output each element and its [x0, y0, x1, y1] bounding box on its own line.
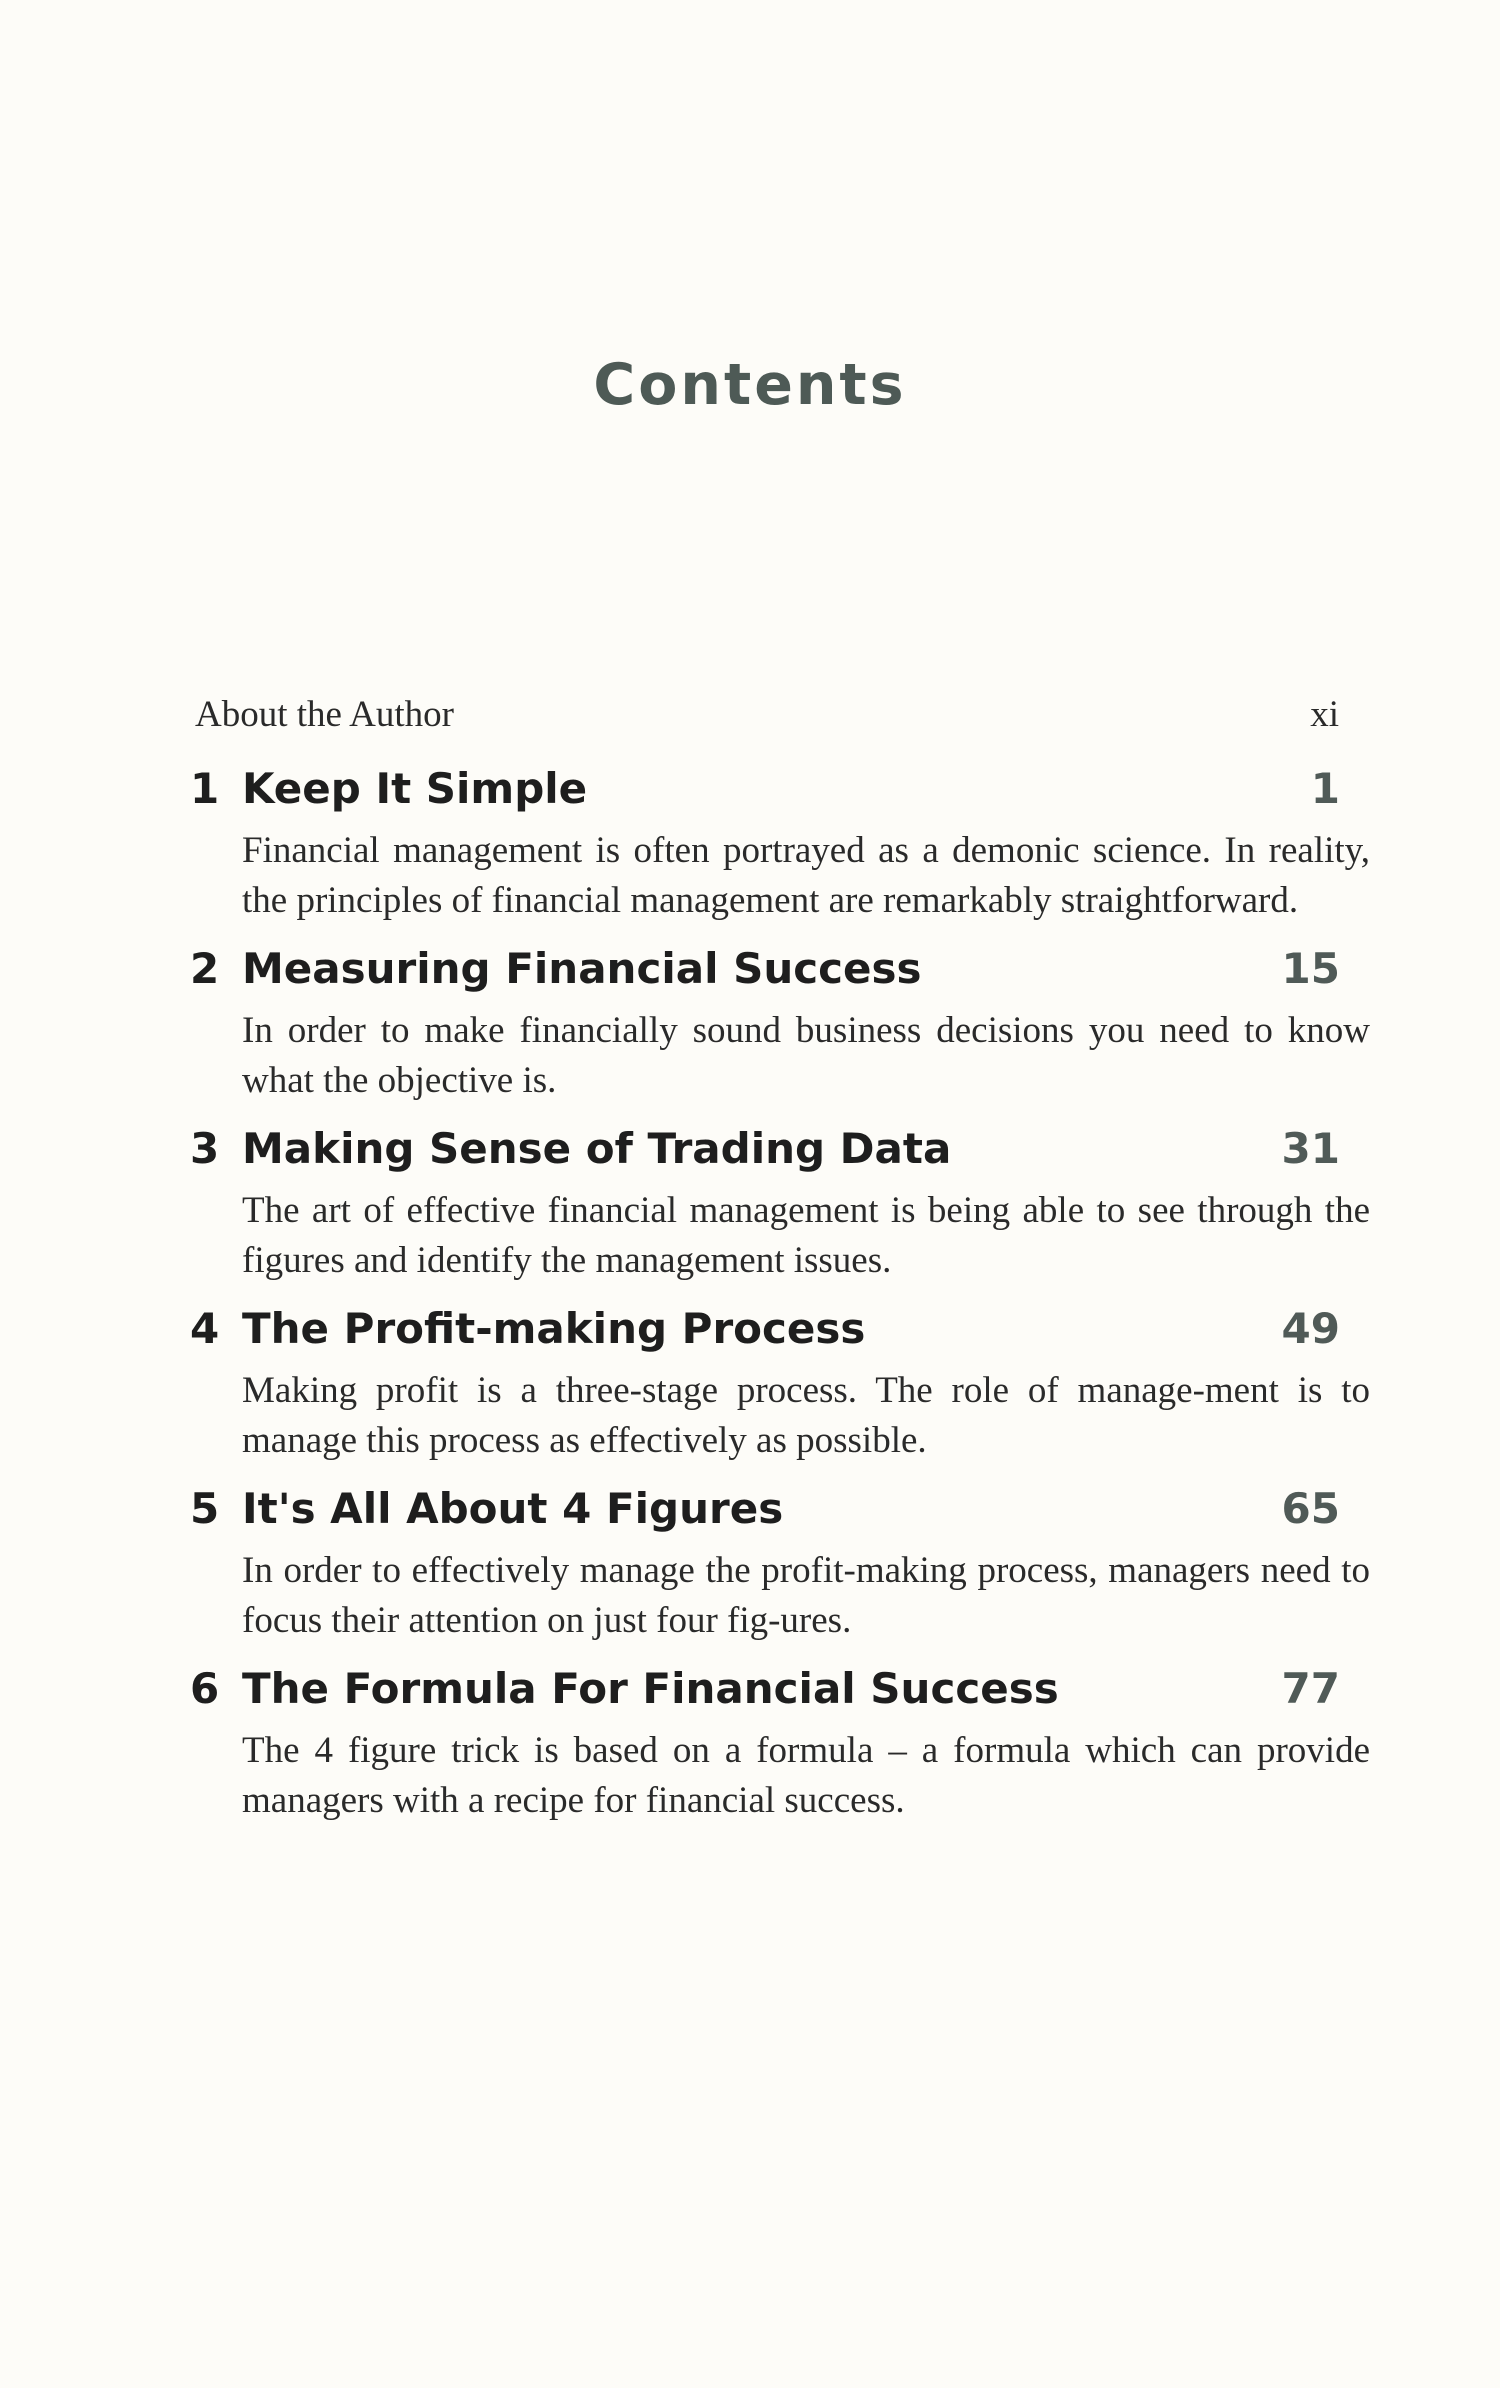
chapter-title: The Formula For Financial Success	[242, 1664, 1059, 1713]
chapter-list	[190, 758, 1370, 1838]
chapter-number: 2	[190, 944, 220, 993]
chapter-description: Making profit is a three-stage process. The role of manage-ment is to manage this process as effectively as possible.	[242, 1370, 1370, 1461]
chapter-page-number: 31	[1281, 1124, 1340, 1173]
toc-entry-page-number: xi	[1310, 694, 1339, 735]
chapter-description: The 4 figure trick is based on a formula – a formula which can provide managers with a recipe for financial success.	[242, 1730, 1370, 1821]
chapter-heading	[190, 1478, 1340, 1540]
toc-entry-label: About the Author	[195, 694, 454, 735]
chapter-heading	[190, 758, 1340, 820]
chapter-page-number: 15	[1281, 944, 1340, 993]
toc-chapter-6[interactable]	[190, 1658, 1370, 1826]
toc-chapter-2[interactable]	[190, 938, 1370, 1106]
chapter-title: Measuring Financial Success	[242, 944, 922, 993]
chapter-number: 1	[190, 764, 220, 813]
chapter-number: 6	[190, 1664, 220, 1713]
chapter-description: In order to make financially sound business decisions you need to know what the objective is.	[242, 1010, 1370, 1101]
chapter-description: The art of effective financial management is being able to see through the figures and identify the management issues.	[242, 1190, 1370, 1281]
chapter-description: In order to effectively manage the profit-making process, managers need to focus their attention on just four fig-ures.	[242, 1550, 1370, 1641]
toc-chapter-4[interactable]	[190, 1298, 1370, 1466]
chapter-title: Making Sense of Trading Data	[242, 1124, 952, 1173]
chapter-number: 4	[190, 1304, 220, 1353]
chapter-heading	[190, 1298, 1340, 1360]
chapter-number: 3	[190, 1124, 220, 1173]
toc-chapter-1[interactable]	[190, 758, 1370, 926]
chapter-page-number: 77	[1281, 1664, 1340, 1713]
page-title: Contents	[593, 352, 907, 418]
chapter-description: Financial management is often portrayed as a demonic science. In reality, the principles of financial management are remarkably straightforward.	[242, 830, 1370, 921]
chapter-page-number: 1	[1310, 764, 1340, 813]
chapter-title: It's All About 4 Figures	[242, 1484, 784, 1533]
toc-chapter-3[interactable]	[190, 1118, 1370, 1286]
chapter-heading	[190, 938, 1340, 1000]
toc-entry-about-author[interactable]	[195, 693, 1339, 736]
chapter-title: The Profit-making Process	[242, 1304, 866, 1353]
toc-chapter-5[interactable]	[190, 1478, 1370, 1646]
chapter-page-number: 65	[1281, 1484, 1340, 1533]
chapter-heading	[190, 1658, 1340, 1720]
chapter-heading	[190, 1118, 1340, 1180]
chapter-title: Keep It Simple	[242, 764, 588, 813]
chapter-page-number: 49	[1281, 1304, 1340, 1353]
chapter-number: 5	[190, 1484, 220, 1533]
